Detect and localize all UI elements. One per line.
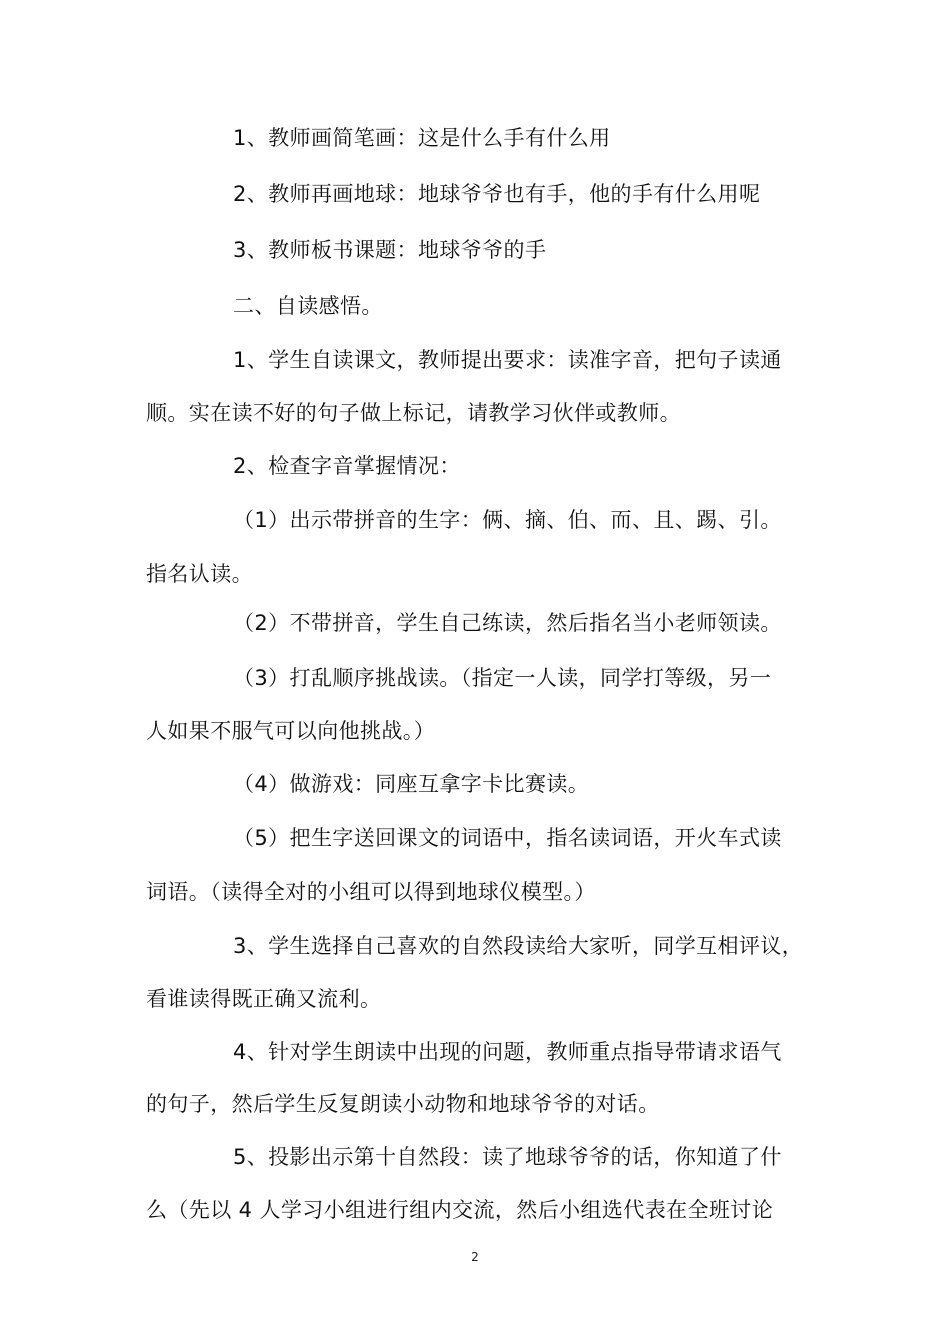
text-line: 1、学生自读课文，教师提出要求：读准字音，把句子读通 (233, 348, 782, 372)
text-line: 3、学生选择自己喜欢的自然段读给大家听，同学互相评议， (233, 934, 804, 958)
text-line: 么（先以 4 人学习小组进行组内交流，然后小组选代表在全班讨论 (146, 1198, 774, 1222)
text-line: 4、针对学生朗读中出现的问题，教师重点指导带请求语气 (233, 1040, 782, 1064)
text-line: 5、投影出示第十自然段：读了地球爷爷的话，你知道了什 (233, 1145, 782, 1169)
text-line: （1）出示带拼音的生字：俩、摘、伯、而、且、踢、引。 (233, 508, 782, 532)
text-line: （4）做游戏：同座互拿字卡比赛读。 (233, 772, 590, 796)
text-line: （3）打乱顺序挑战读。（指定一人读，同学打等级，另一 (233, 666, 772, 690)
text-line: （5）把生字送回课文的词语中，指名读词语，开火车式读 (233, 826, 782, 850)
text-line: 词语。（读得全对的小组可以得到地球仪模型。） (146, 880, 596, 904)
text-line: 指名认读。 (146, 562, 253, 586)
text-line: 2、检查字音掌握情况： (233, 454, 461, 478)
text-line: 人如果不服气可以向他挑战。） (146, 719, 436, 743)
section-heading: 二、自读感悟。 (233, 294, 383, 318)
text-line: 3、教师板书课题：地球爷爷的手 (233, 238, 547, 262)
page-number: 2 (471, 1250, 479, 1264)
text-line: 顺。实在读不好的句子做上标记，请教学习伙伴或教师。 (146, 401, 681, 425)
text-line: 看谁读得既正确又流利。 (146, 987, 382, 1011)
text-line: 1、教师画简笔画：这是什么手有什么用 (233, 126, 611, 150)
text-line: 的句子，然后学生反复朗读小动物和地球爷爷的对话。 (146, 1092, 660, 1116)
text-line: （2）不带拼音，学生自己练读，然后指名当小老师领读。 (233, 611, 782, 635)
text-line: 2、教师再画地球：地球爷爷也有手，他的手有什么用呢 (233, 182, 761, 206)
